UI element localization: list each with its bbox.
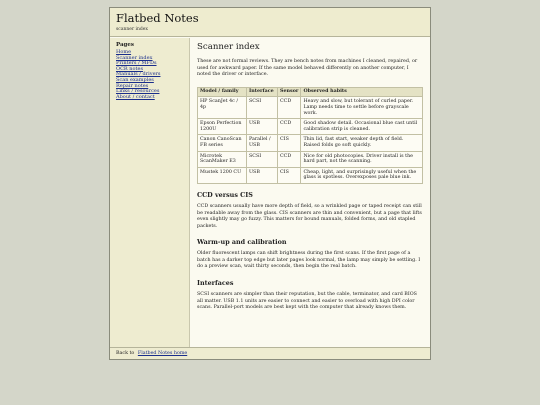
table-row bbox=[198, 167, 423, 183]
cell-model: HP ScanJet 4c / 4p bbox=[198, 97, 247, 119]
column-header-model: Model / family bbox=[198, 87, 247, 97]
column-header-sensor: Sensor bbox=[278, 87, 301, 97]
cell-interface: Parallel / USB bbox=[247, 135, 278, 151]
sidebar-link-printers[interactable]: Printers / MFDs bbox=[116, 60, 157, 67]
table-row bbox=[198, 97, 423, 119]
sidebar-link-links[interactable]: Links / resources bbox=[116, 88, 160, 95]
cell-sensor: CCD bbox=[278, 97, 301, 119]
sidebar-link-scanner-index[interactable]: Scanner index bbox=[116, 54, 153, 61]
cell-habits: Thin lid, fast start, weaker depth of field. Raised folds go soft quickly. bbox=[301, 135, 423, 151]
scanner-table bbox=[197, 87, 423, 184]
footer-home-link[interactable]: Flatbed Notes home bbox=[137, 351, 188, 356]
cell-model: Mustek 1200 CU bbox=[198, 167, 247, 183]
section-text-warmup: Older fluorescent lamps can shift brightness during the first scans. If the first page of a batch has a darker top edge but later pages look normal, the lamp may simply be settling. I do a preview scan, wait thirty seconds, then begin the real batch. bbox=[197, 251, 421, 270]
cell-interface: USB bbox=[247, 167, 278, 183]
cell-sensor: CCD bbox=[278, 119, 301, 135]
sidebar-link-repair-notes[interactable]: Repair notes bbox=[116, 82, 149, 89]
section-text-interfaces: SCSI scanners are simpler than their reputation, but the cable, terminator, and card BIOS all matter. USB 1.1 units are easier to connect and easier to overload with high DPI color scans. Parallel-port models are best kept with the computer that already knows them. bbox=[197, 292, 417, 311]
column-header-interface: Interface bbox=[247, 87, 278, 97]
table-row bbox=[198, 135, 423, 151]
section-heading-ccd-cis: CCD versus CIS bbox=[197, 190, 253, 199]
sidebar-link-ocr-notes[interactable]: OCR notes bbox=[116, 65, 144, 72]
table-header-row bbox=[198, 87, 423, 97]
section-heading-warmup: Warm-up and calibration bbox=[197, 238, 287, 247]
site-header bbox=[110, 8, 430, 37]
sidebar-link-manuals[interactable]: Manuals / drivers bbox=[116, 71, 161, 78]
section-text-ccd-cis: CCD scanners usually have more depth of field, so a wrinkled page or taped receipt can still be readable away from the glass. CIS scanners are thin and convenient, but a page that lifts even slightly may go fuzzy. This matters for bound manuals, folded forms, and old stapled packets. bbox=[197, 203, 422, 229]
cell-interface: USB bbox=[247, 119, 278, 135]
sidebar-link-home[interactable]: Home bbox=[116, 49, 132, 55]
cell-interface: SCSI bbox=[247, 97, 278, 119]
cell-habits: Heavy and slow, but tolerant of curled paper. Lamp needs time to settle before grayscale work. bbox=[301, 97, 423, 119]
table-row bbox=[198, 151, 423, 167]
sidebar-heading: Pages bbox=[116, 42, 134, 48]
cell-model: Canon CanoScan FB series bbox=[198, 135, 247, 151]
sidebar-link-about[interactable]: About / contact bbox=[116, 93, 155, 100]
footer-prefix: Back to bbox=[116, 351, 135, 356]
cell-habits: Good shadow detail. Occasional blue cast until calibration strip is cleaned. bbox=[301, 119, 423, 135]
cell-sensor: CCD bbox=[278, 151, 301, 167]
cell-model: Microtek ScanMaker E3 bbox=[198, 151, 247, 167]
cell-sensor: CIS bbox=[278, 167, 301, 183]
section-heading-interfaces: Interfaces bbox=[197, 279, 234, 288]
cell-interface: SCSI bbox=[247, 151, 278, 167]
site-subtitle: scanner index bbox=[116, 27, 148, 32]
page-title: Scanner index bbox=[197, 42, 260, 52]
sidebar-link-scan-examples[interactable]: Scan examples bbox=[116, 76, 154, 83]
cell-model: Epson Perfection 1200U bbox=[198, 119, 247, 135]
site-title: Flatbed Notes bbox=[116, 11, 199, 25]
cell-sensor: CIS bbox=[278, 135, 301, 151]
sidebar bbox=[110, 38, 190, 347]
page-container bbox=[109, 7, 431, 360]
cell-habits: Cheap, light, and surprisingly useful when the glass is spotless. Overexposes pale blue ink. bbox=[301, 167, 423, 183]
cell-habits: Nice for old photocopies. Driver install is the hard part, not the scanning. bbox=[301, 151, 423, 167]
intro-paragraph: These are not formal reviews. They are bench notes from machines I cleaned, repaired, or used for awkward paper. If the same model behaved differently on another computer, I noted the driver or interface. bbox=[197, 59, 418, 78]
site-footer bbox=[110, 347, 430, 359]
table-row bbox=[198, 119, 423, 135]
main-content bbox=[197, 42, 423, 320]
column-header-habits: Observed habits bbox=[301, 87, 423, 97]
